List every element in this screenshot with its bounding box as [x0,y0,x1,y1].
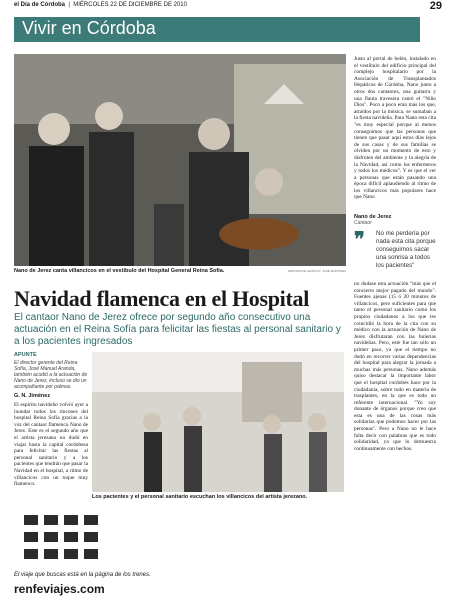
quote-role: Cantaor [354,220,372,226]
photo-caption: Nano de Jerez canta villancicos en el vestíbulo del Hospital General Reina Sofía. [14,268,225,274]
quote-mark-icon: ❞ [354,229,365,251]
body-right-top: Justo al portal de belén, instalado en el vestíbulo del edificio principal del complejo hospitalario por la Asociación de Transplantados Hepáticos de Córdoba, Nano junto a otros dos cantaores, una guitarra y una flauta travesera cantó el "Niño Dios". Poco a poco eran más los que, atraídos por la música, se sumaban a la fiesta navideña. Para Nano esta cita "es muy especial porque al menos conseguimos que las personas que tienen que pasar aquí estos días lejos de sus casas y de sus familias se olviden por un momento de esto y disfruten del ambiente y la alegría de la Navidad, así como los enfermeros y todos los médicos". Y es que el ver a personas que están pasando una época difícil aplaudiendo al ritmo de los villancicos más populares hace que Nano [354,56,436,201]
page-number: 29 [429,0,442,12]
body-left: El espíritu navideño volvió ayer a inundar todos los rincones del hospital Reina Sofía gracias a la voz del cantaor flamenco Nano de Jerez. Este es el segundo año que el artista jerezano no dudó en viajar hasta la capital cordobesa para felicitar las fiestas al personal sanitario y a los pacientes que tendrán que pasar la Navidad en el hospital, a ritmo de villancicos con un toque muy flamenco. [14,402,88,488]
photo2-caption: Los pacientes y el personal sanitario escuchan los villancicos del artista jerezano. [92,494,308,500]
section-header [14,17,420,42]
body-right-bottom: no dudase esta actuación "más que el concierto mejor pagado del mundo". Fuentes ajenas (15 ó 20 minutos de villancicos, pero suficientes para que tanto el personal sanitario como los propios ciudadanos a los que les coincidió la hora de la cita con su médico con la actuación de Nano de Jerez disfrutaran con las bulerías navideñas. Pero, este fue tan sólo un primer paso, ya que el tiempo no dudó en recorrer varias dependencias del hospital para alegrar la jornada a muchas más personas. Nano además quiso destacar la importante labor que el hospital cordobés hace por la ciudadanía, sobre todo en materia de trasplantes, en la que es todo un referente internacional. "Yo soy donante de órganos porque creo que esta es una de las cosas más solidarias que podemos hacer por las personas". Pero a Nano no le hace falta decir con palabras que es todo solidaridad, ya que lo demuestra continuamente con hechos. [354,281,436,452]
byline: G. N. Jiménez [14,393,51,399]
main-photo [14,54,346,266]
section-title: Vivir en Córdoba [22,18,156,38]
apunte-text: El director gerente del Reina Sofía, José Manuel Aranda, también acudió a la actuación de Nano de Jerez, incluso se dio un acompañante por palmas. [14,360,88,390]
quote-block [354,214,436,278]
subhead: El cantaor Nano de Jerez ofrece por segundo año consecutivo una actuación en el Reina Sofía para felicitar las fiestas al personal sanitario y a los pacientes ingresados [14,312,341,347]
masthead-date: MIÉRCOLES 22 DE DICIEMBRE DE 2010 [73,2,187,8]
ad-icons [14,510,436,570]
masthead-title: el Día de Córdoba [14,2,66,8]
photo-credit: REPORTAJE GRÁFICO: JOSÉ MARTÍNEZ [288,269,346,273]
second-photo [92,352,344,492]
ad-tagline: El viaje que buscas está en la página de los trenes. [14,572,151,578]
photo-illustration [14,54,346,266]
headline: Navidad flamenca en el Hospital [14,286,310,311]
apunte-label: APUNTE [14,352,37,358]
masthead: el Día de Córdoba | MIÉRCOLES 22 DE DICIEMBRE DE 2010 [14,2,187,8]
quote-text: No me perdería por nada esta cita porque conseguimos sacar una sonrisa a todos los pacientes" [376,230,436,269]
photo2-illustration [92,352,344,492]
ad-block [14,510,436,595]
quote-name: Nano de Jerez [354,214,392,220]
ad-brand[interactable]: renfeviajes.com [14,582,105,596]
